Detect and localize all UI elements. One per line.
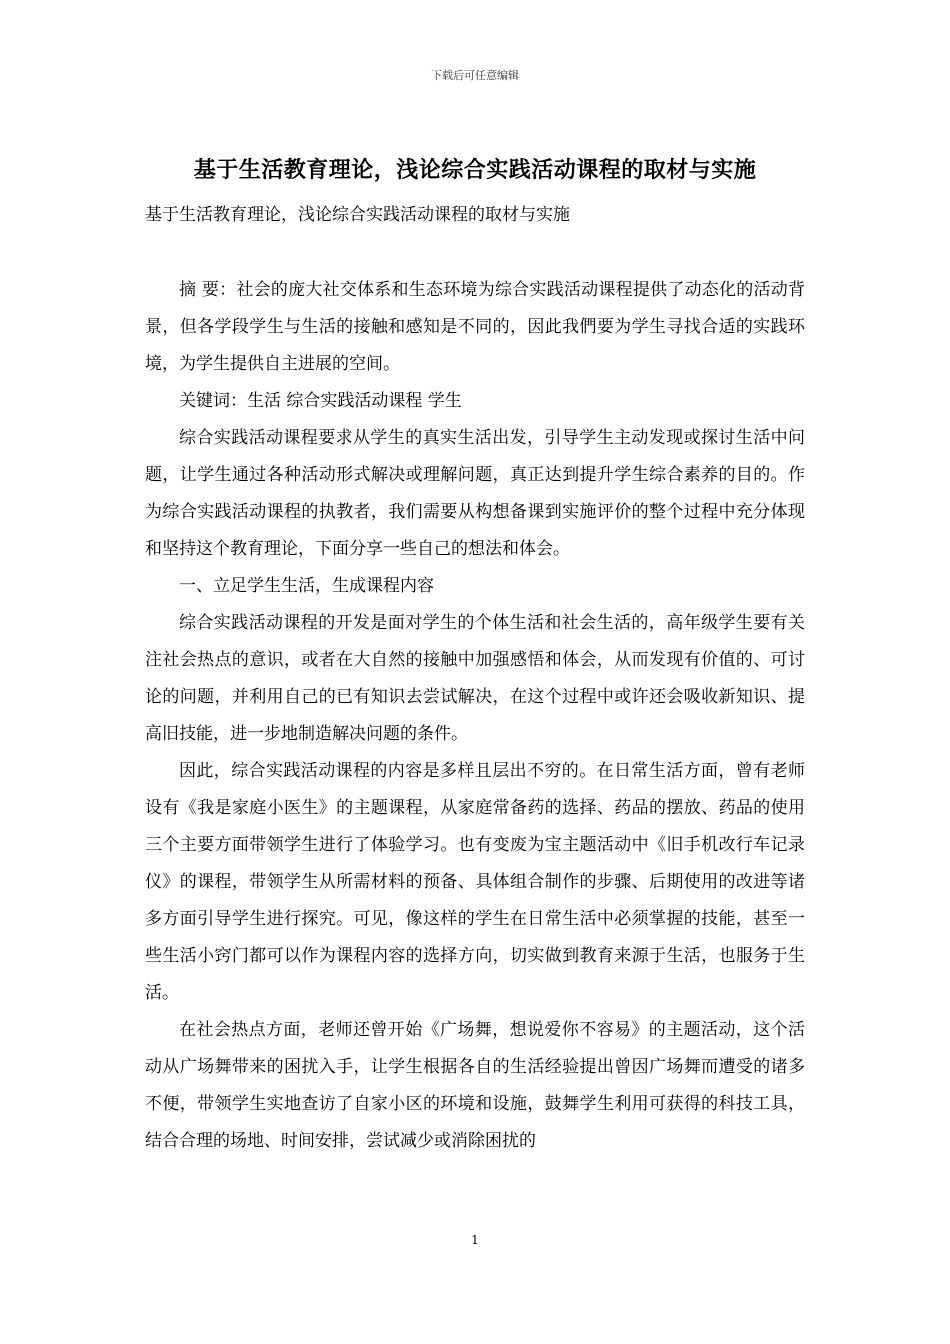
header-note: 下载后可任意编辑 xyxy=(431,69,519,82)
paragraph-section-1: 综合实践活动课程的开发是面对学生的个体生活和社会生活的，高年级学生要有关注社会热点的意识，或者在大自然的接触中加强感悟和体会，从而发现有价值的、可讨论的问题，并利用自己的已有知识去尝试解决，在这个过程中或许还会吸收新知识、提高旧技能，进一步地制造解决问题的条件。 xyxy=(145,613,805,744)
paragraph-intro: 综合实践活动课程要求从学生的真实生活出发，引导学生主动发现或探讨生活中问题，让学生通过各种活动形式解决或理解问题，真正达到提升学生综合素养的目的。作为综合实践活动课程的执教者，我们需要从构想备课到实施评价的整个过程中充分体现和坚持这个教育理论，下面分享一些自己的想法和体会。 xyxy=(145,428,805,559)
document-title: 基于生活教育理论，浅论综合实践活动课程的取材与实施 xyxy=(193,157,757,183)
document-subtitle: 基于生活教育理论，浅论综合实践活动课程的取材与实施 xyxy=(145,205,570,225)
paragraph-keywords: 关键词：生活 综合实践活动课程 学生 xyxy=(179,391,462,411)
paragraph-social-hotspot: 在社会热点方面，老师还曾开始《广场舞，想说爱你不容易》的主题活动，这个活动从广场舞带来的困扰入手，让学生根据各自的生活经验提出曾因广场舞而遭受的诸多不便，带领学生实地查访了自家小区的环境和设施，鼓舞学生利用可获得的科技工具，结合合理的场地、时间安排，尝试减少或消除困扰的 xyxy=(145,1020,805,1151)
document-body xyxy=(145,272,805,1160)
paragraph-abstract: 摘 要：社会的庞大社交体系和生态环境为综合实践活动课程提供了动态化的活动背景，但各学段学生与生活的接触和感知是不同的，因此我們要为学生寻找合适的实践环境，为学生提供自主进展的空间。 xyxy=(145,280,805,374)
section-heading-1: 一、立足学生生活，生成课程内容 xyxy=(179,576,434,596)
paragraph-daily-life: 因此，综合实践活动课程的内容是多样且层出不穷的。在日常生活方面，曾有老师设有《我是家庭小医生》的主题课程，从家庭常备药的选择、药品的摆放、药品的使用三个主要方面带领学生进行了体验学习。也有变废为宝主题活动中《旧手机改行车记录仪》的课程，带领学生从所需材料的预备、具体组合制作的步骤、后期使用的改进等诸多方面引导学生进行探究。可见，像这样的学生在日常生活中必须掌握的技能，甚至一些生活小窍门都可以作为课程内容的选择方向，切实做到教育来源于生活，也服务于生活。 xyxy=(145,761,805,1003)
page-number: 1 xyxy=(471,1233,479,1247)
